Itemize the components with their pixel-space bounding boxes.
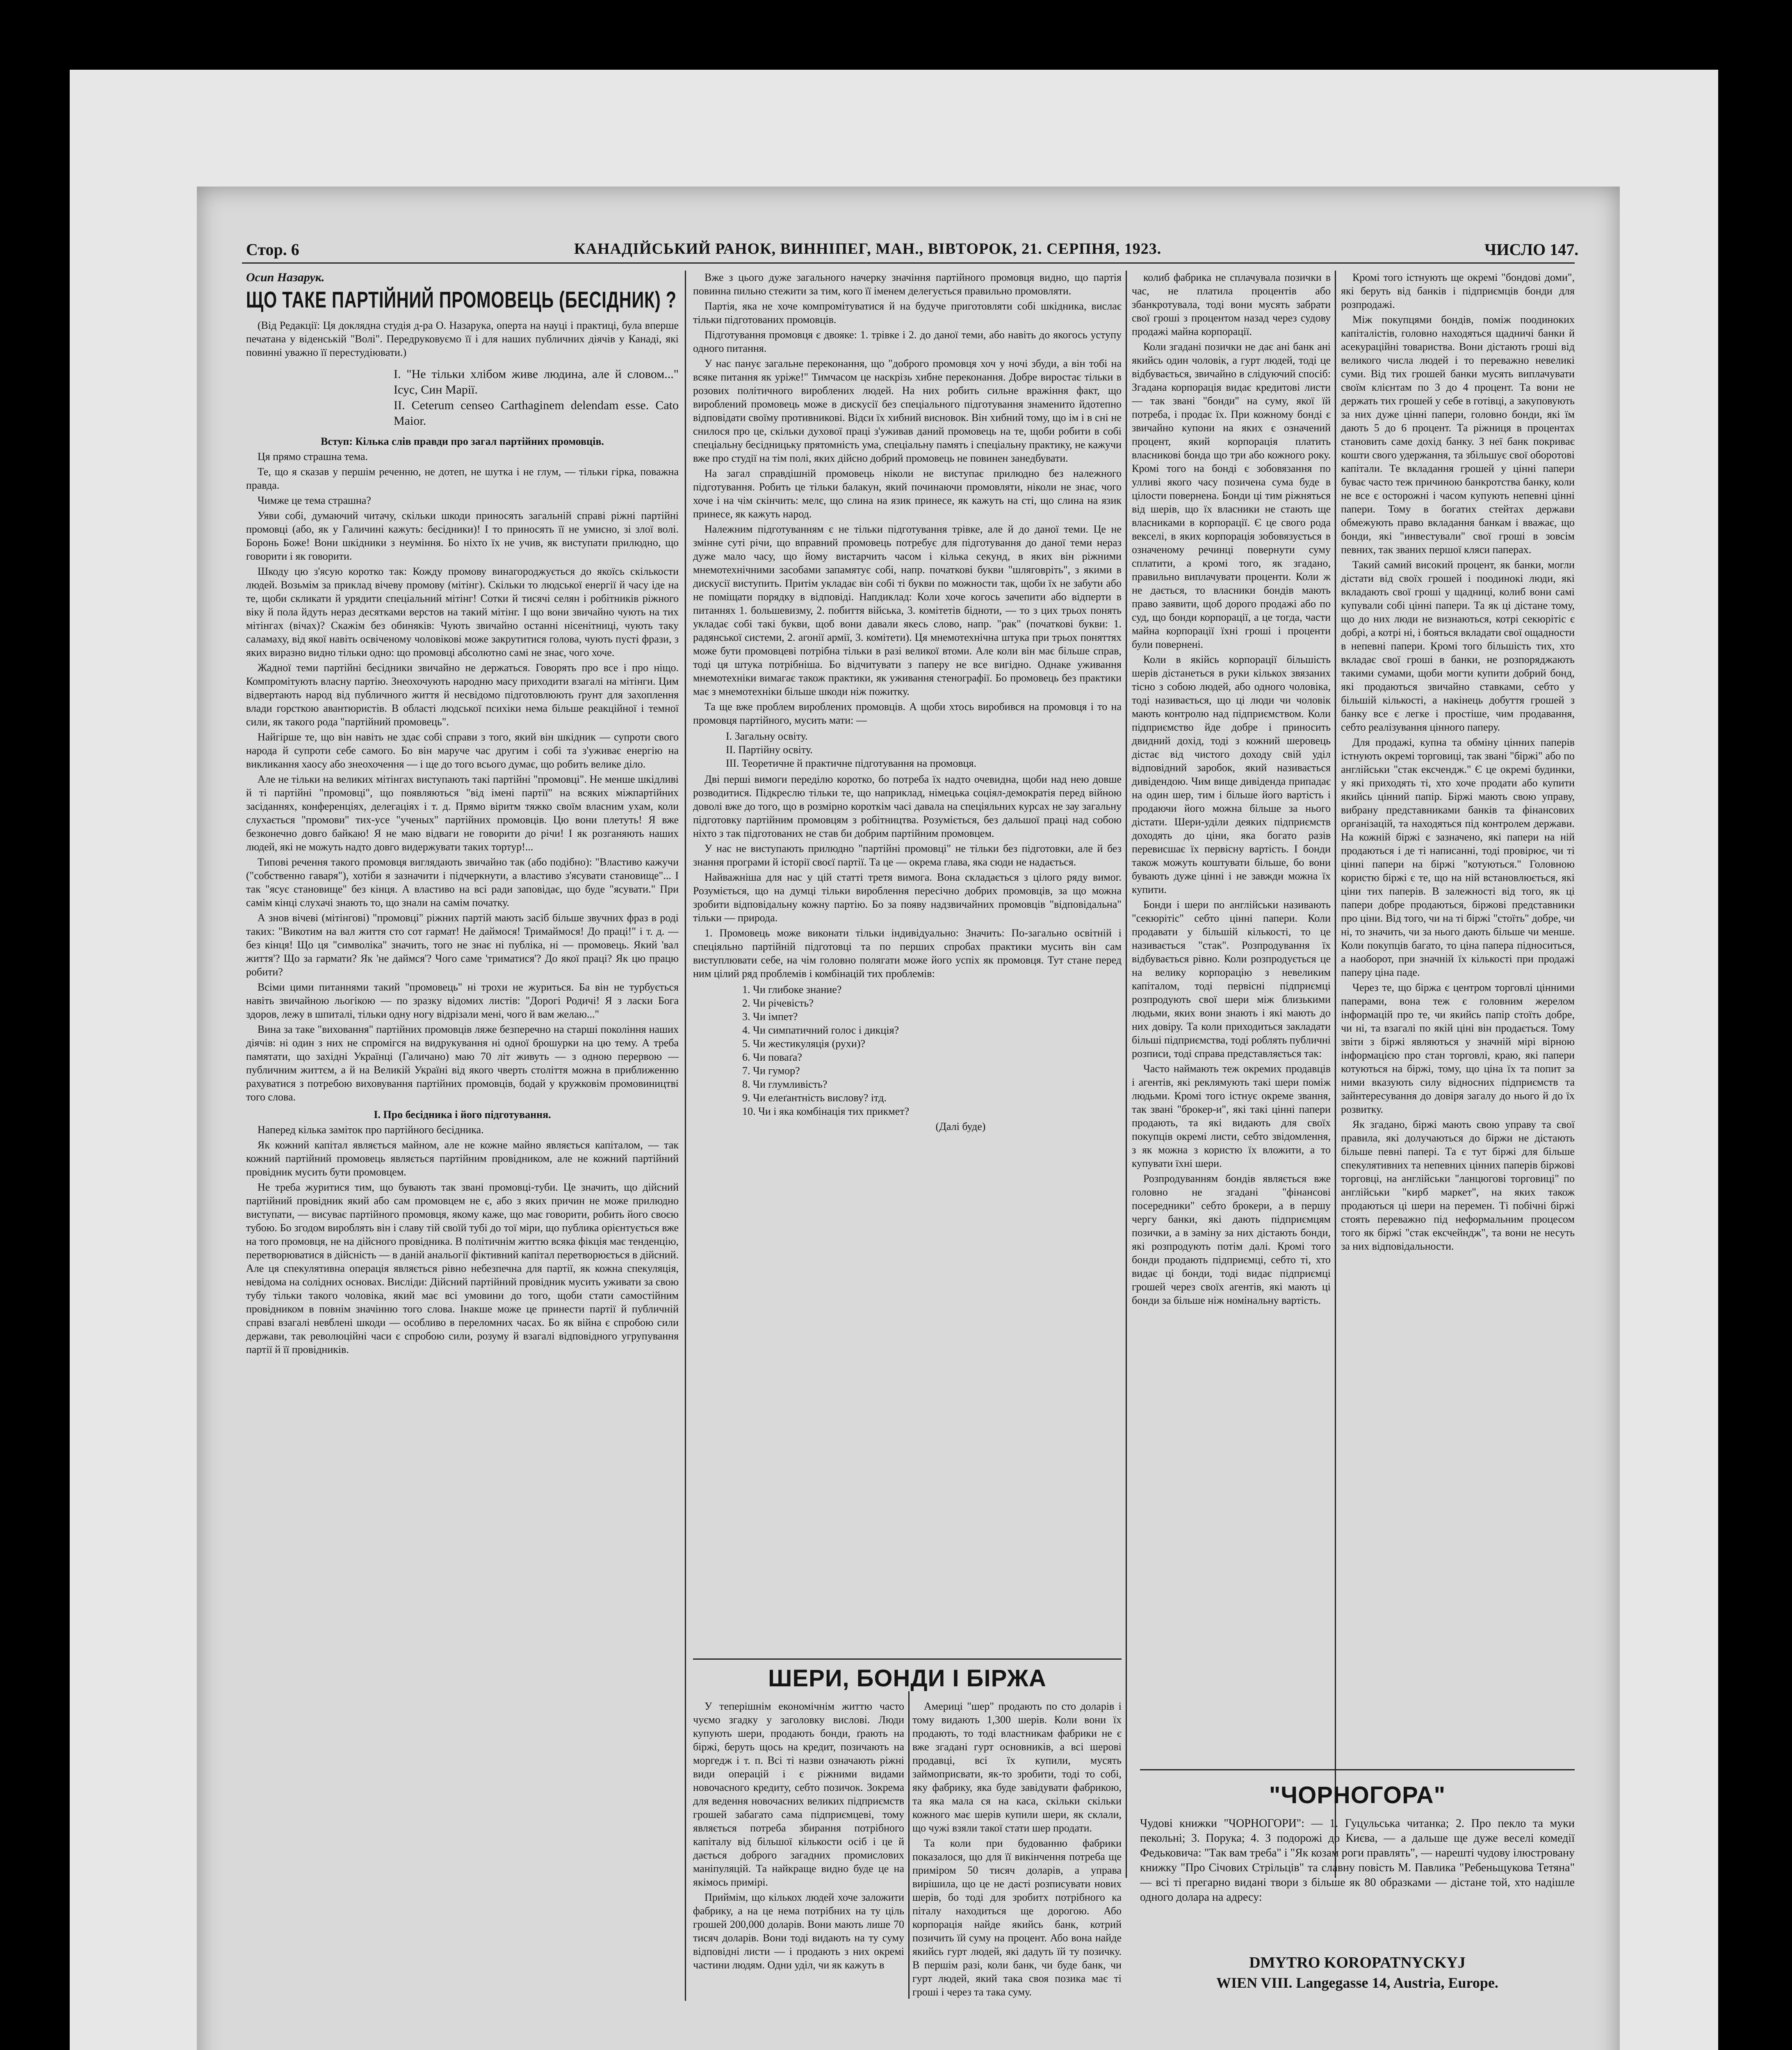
article1-col2-paragraph: Вже з цього дуже загального начерку значіння партійного промовця видно, що партія повинна пильно стежити за тим, кого її іменем делегується правильно промовляти. bbox=[693, 271, 1122, 297]
article2-col2b-paragraph: Америці "шер" продають по сто доларів і тому видають 1,300 шерів. Коли вони їх продають, то тоді властникам фабрики не є вже згадані гурт основників, а всі шерові продавці, всі їх купили, мусять займоприсвати, як-то зробити, тоді то собі, яку фабрику, яка буде завідувати фабрикою, та яка мала ся на каса, скільки скільки кожного має шерів купили шери, як склали, що чужі взяли такої стати шер продати. bbox=[912, 1700, 1122, 1834]
advert-address-name: DMYTRO KOROPATNYCKYJ bbox=[1249, 1954, 1466, 1971]
question-item: 7. Чи гумор? bbox=[742, 1065, 800, 1077]
article2-col4-paragraph: Для продажі, купна та обміну цінних паперів істнують окремі торговиці, так звані "біржі" або по англійськи "стак ексчендж." Є це окремі будинки, у які приходять ті, хто хоче продати або купити якийсь цінний папір. Біржі мають свою управу, вибрану представниками банків та фінансових організацій, та находяться під контролем держави. На кожній біржі є зазначено, які папери на ній продаються і де ті написанні, тоді провірює, чи ті цінні папери на біржі "котуються." Головною користю біржі є те, що на ній встановлюється, які ціни тих паперів. В залежності від того, як ці папери добре продаються, біржові представники про ціни. Від того, чи на ті біржі "стоїть" добре, чи ні, то значить, чи за нього дають більше чи менше. Коли покупців багато, то ціна папера підноситься, а наоборот, при значній їх кількості при продажі паперу ціна паде. bbox=[1341, 736, 1575, 978]
question-item: 8. Чи глумливість? bbox=[742, 1078, 828, 1090]
article2-col3-paragraphs bbox=[1132, 271, 1331, 1307]
article1-col2b-paragraph: 1. Промовець може виконати тільки індивідуально: Значить: По-загально освітній і спеціяльно партійній підготовці та по перших спробах практики мусить він сам виступлювати себе, на чім головно полягати може його успіх як промовця. Тут стане перед ним цілий ряд проблемів і комбінацій тих проблемів: bbox=[693, 927, 1122, 979]
article1-col1b-paragraph: Наперед кілька заміток про партійного бесідника. bbox=[258, 1124, 484, 1136]
article1-col2b-paragraph: Дві перші вимоги переділю коротко, бо потреба їх надто очевидна, щоби над нею довше розводитися. Підкреслю тільки те, що наприклад, німецька соціял-демократія перед війною доволі вже до того, що в розмірно короткім часі давала на спеціяльних курсах не зау загальну підготовку партійним промовцям з робітництва. Розуміється, без дальшої праці над собою ніхто з так підготованих не став би добрим партійним промовцем. bbox=[693, 773, 1122, 839]
epigraph-1: I. "Не тільки хлібом живе людина, але й словом..." Ісус, Син Марії. bbox=[394, 367, 679, 396]
article1-col1-paragraph: Найгірше те, що він навіть не здає собі справи з того, який він шкідник — супроти свого народа й супроти себе самого. Бо він маруче час другим і собі та з'уживає енергію на викликання хаосу або знеохочення — і ще до того всього думає, що робить велике діло. bbox=[246, 731, 679, 770]
article1-col1-paragraph: Уяви собі, думаючий читачу, скільки шкоди приносять загальній справі ріжні партійні промовці (або, як у Галичині кажуть: бесідники)! І то приносять її не умисно, зі злої волі. Боронь Боже! Вони шкідники з неуміння. Бо ніхто їх не учив, як виступати прилюдно, що говорити і як говорити. bbox=[246, 510, 679, 562]
article1-col2-paragraph: Підготування промовця є двояке: 1. трівке і 2. до даної теми, або навіть до якогось уступу одного питання. bbox=[693, 329, 1122, 354]
article2-col2a-paragraphs bbox=[693, 1699, 904, 1972]
article1-col1-paragraph: Шкоду цю з'ясую коротко так: Кожду промову винагороджується до якоїсь скількости людей. Возьмім за приклад вічеву промову (мітінг). Скільки то людської енергії й часу іде на те, щоби скликати й урядити спеціальний мітінг! Сотки й тисячі селян і робітників ріжного віку й пола йдуть нераз десятками верстов на такий мітінг. І що вони звичайно чують на тих мітінгах (вічах)? Скажім без обиняків: Чують звичайно останні нісенітниці, чують таку саламаху, від якої навіть освіченому чоловікові може закрутитися голова, чують пусті фрази, з яких виразно видно тільки одно: що промовці абсолютно самі не знає, чого хоче. bbox=[246, 565, 679, 658]
requirement-item: І. Загальну освіту. bbox=[726, 730, 808, 742]
masthead-rule bbox=[242, 262, 1575, 264]
article1-col1-paragraph: Ця прямо страшна тема. bbox=[258, 451, 368, 462]
editor-note: (Від Редакції: Ця доклядна студія д-ра О. Назарука, оперта на науці і практиці, була вперше печатана у віденській "Волі". Передруковуємо її і для наших публичних діячів у Канаді, які повинні уважно її перестудіювати.) bbox=[246, 319, 679, 358]
article1-col1-paragraphs-b bbox=[246, 1123, 679, 1356]
article1-col2-paragraph: У нас панує загальне переконання, що "доброго промовця хоч у ночі збуди, а він тобі на всяке питання як уріже!" Тимчасом це наскрізь хибне переконання. Добре виростає тільки в розових політичного вироблених людей. На них робить сильне вражіння факт, що вироблений промовець може в дискусії без спеціального підготування знаменито йдотепно відповідати своїму противникові. Відси їх хибний висновок. Він хибний тому, що ім і в сні не снилося про це, скільки духової праці з'уживав даний промовець на те, щоби робити в собі спеціальну бесідницьку прятомність ума, спеціальну память і спеціальну практику, не кажучи вже про студії на тім полі, яких дійсно добрий промовець не повинен занедбувати. bbox=[693, 358, 1122, 464]
section1-title: Вступ: Кілька слів правди про загал партійних промовців. bbox=[321, 435, 604, 447]
advert-title: "ЧОРНОГОРА" bbox=[1269, 1782, 1446, 1809]
article2-col3-paragraph: Часто наймають теж окремих продавців і агентів, які реклямують такі шери поміж людьми. Кромі того істнує окреме звання, так звані "брокер-и", які такі цінні папери продають, та які видають для своїх покупців окремі листи, себто звідомлення, з як можна з користю їх вложити, а то купувати їхні шери. bbox=[1132, 1063, 1331, 1169]
advert-body: Чудові книжки "ЧОРНОГОРИ": — 1. Гуцульська читанка; 2. Про пекло та муки пекольні; 3. Порука; 4. З подорожі до Києва, — а дальше ще дуже веселі комедії Федьковича: "Так вам треба" і "Як козам роги правлять", — нарешті чудову ілюстровану книжку "Про Січових Стрільців" та славну повість М. Павлика "Ребеньщукова Тетяна" — всі ті прегарно видані твори з більше як 80 образками — дістане той, хто надішле одного долара на адресу: bbox=[1140, 1817, 1575, 1904]
continued-note: (Далі буде) bbox=[935, 1121, 986, 1132]
masthead-title: КАНАДІЙСЬКИЙ РАНОК, ВИННІПЕГ, МАН., ВІВТОРОК, 21. СЕРПНЯ, 1923. bbox=[574, 240, 1162, 257]
requirements-list bbox=[726, 729, 1122, 770]
article2-col3-paragraph: Коли згадані позички не дає ані банк ані якийсь один чоловік, а гурт людей, тоді це відбувається, звичайно в слідуючий спосіб: Згадана корпорація видає кредитові листи — так звані "бонди" на суму, якої їй потреба, і продає їх. При кожному бонді є звичайно купони на яких є означений процент, який корпорація платить власникові бонда що три або кожного року. Кромі того на бонді є зобовязання по улливі якого часу позичена сума буде в цілости повернена. Бонди ці тим ріжняться від шерів, що їх власники не стають ще власниками в корпорації. Є це свого рода векселі, в яких корпорація зобовязується в означеному речинці повернути суму сплатити, а кромі того, як згадано, правильно виплачувати проценти. Коли ж не дається, то власники бондів мають право заявити, щоб дорого продажі або по суд, що бонди корпорації, а це тогда, части майна корпорації їхні гроші і проценти були повернені. bbox=[1132, 341, 1331, 650]
requirement-item: II. Партійну освіту. bbox=[726, 744, 813, 756]
article2-col2a-paragraph: У теперішнім економічнім життю часто чуємо згадку у заголовку вислові. Люди купують шери, продають бонди, ґрають на біржі, беруть щось на кредит, позичають на моргедж і т. п. Всі ті назви означають ріжні види операцій і є ріжними видами новочасного кредиту, себто позичок. Зокрема для ведення новочасних великих підприємств грошей забагато сама підприємцеві, тому являється потреба збирання потрібного капіталу від більшої кількости осіб і це й дається доброго загадних промислових маніпуляцій. Та найкраще видно буде це на якімось примірі. bbox=[693, 1700, 904, 1888]
issue-number: ЧИСЛО 147. bbox=[1484, 240, 1579, 259]
page-number: Стор. 6 bbox=[246, 240, 299, 259]
article2-column-2a bbox=[693, 1699, 904, 1999]
newspaper-page bbox=[197, 187, 1620, 2050]
article2-col2b-paragraph: Та коли при будованню фабрики показалося, що для її викінчення потреба ще приміром 50 тисяч доларів, а управа вирішила, що це не дасті розписувати нових шерів, бо тоді для зробитх потрібного ка піталу находиться ще дорогою. Або корпорація найде якийсь банк, котрий позичить їй суму на процент. Або вона найде якийсь гурт людей, які дадуть їй ту позичку. В першім разі, коли банк, чи буде банк, чи гурт людей, який така своя позика має ті гроші і через та така суму. bbox=[912, 1837, 1122, 1998]
article1-col1-paragraph: Але не тільки на великих мітінгах виступають такі партійні "промовці". Не менше шкідливі й ті партійні "промовці", що появляються "від імені партії" на всяких міжпартійних засіданнях, конференціях, делегаціях і т. д. Прямо віритм тяжко своїм власним ухам, коли слухається "промови" тих-усе "ученых" партійних промовців. Цю вони плетуть! Я вже безконечно довго байкаю! Я не маю відваги не говорити до річи! І як розганяють наших людей, які не можуть надто довго видержувати таких тортур!... bbox=[246, 773, 679, 853]
article2-column-2b bbox=[912, 1699, 1122, 1999]
section2-title: І. Про бесідника і його підготування. bbox=[374, 1109, 551, 1121]
article1-col2-paragraph: На загал справдішній промовець ніколи не виступає прилюдно без належного підготування. Робить це тільки балакун, який починаючи промовляти, ніколи не знає, чого хоче і на чім скінчить: мелє, що слина на язик принесе, як кажуть на сті, що слина на язик принесе, як кажуть народ. bbox=[693, 467, 1122, 520]
requirement-item: III. Теоретичне й практичне підготування на промовця. bbox=[726, 757, 977, 769]
article1-col1-paragraph: Те, що я сказав у першім реченню, не дотеп, не шутка і не глум, — тільки гірка, поважна правда. bbox=[246, 466, 679, 491]
article2-col3-paragraph: колиб фабрика не сплачувала позички в час, не платила процентів або збанкротувала, тоді вони мусять забрати свої гроші з процентом назад через судову продажі майна корпорації. bbox=[1132, 271, 1331, 337]
article2-headline: ШЕРИ, БОНДИ І БІРЖА bbox=[768, 1665, 1046, 1692]
article2-col4-paragraph: Через те, що біржа є центром торговлі цінними паперами, вона теж є головним жерелом інформацій про те, чи якийсь папір стоїть добре, чи ні, та взагалі по якій ціні він продається. Тому звіти з біржі являються у значній мірі вірною інформацією про стан торговлі, краю, які папери котуються на біржі, тому, що ціна їх та попит за ними вказують силу відносних підприємств та зайнтересування до довіря загалу до нього й до їх розвитку. bbox=[1341, 982, 1575, 1115]
question-item: 6. Чи поваґа? bbox=[742, 1051, 802, 1063]
article2-col4-paragraph: Як згадано, біржі мають свою управу та свої правила, які долучаються до біржи не дістають більше певні папері. Та є тут біржі для більше спекулятивних та непевних цінних паперів біржові торговці, на англійськи "ланцюгові торговиці" по англійськи "кирб маркет", на яких також продаються ці шери на перемен. Ті побічні біржі стоять переважно під неформальним процесом того як біржі "стак ексчейндж", та вони не несуть за них відповідальности. bbox=[1341, 1118, 1575, 1252]
article2-col3-paragraph: Коли в якійсь корпорації більшість шерів дістанеться в руки кількох звязаних тісно з собою людей, або одного чоловіка, тоді називається, що ці люди чи чоловік мають контролю над підприємством. Коли підприємство йде добре і приносить двидний дохід, тоді з кожний шеровець дістає від чистого доходу свій уділ відповідний заробок, який називається дивідендою. Чим вище дивіденда припадає на один шер, тим і більше його вартість і продаючи його можна більше за нього дістати. Шери-уділи деяких підприємств доходять до ціни, яка богато разів перевисшає їх первісну вартість. І бонди також можуть коштувати більше, бо вони бувають дуже цінні і не завжди можна їх купити. bbox=[1132, 654, 1331, 895]
question-item: 1. Чи глибоке знание? bbox=[742, 984, 842, 995]
article1-author: Осип Назарук. bbox=[246, 271, 325, 284]
article2-col2b-paragraphs bbox=[912, 1699, 1122, 1999]
article2-col3-paragraph: Бонди і шери по англійськи називають "секюрітіс" себто цінні папери. Коли продавати у більшій кількості, то це називається "стак". Розпродування їх відбувається рівно. Коли розпродується це на велику корпорацію з невеликим капіталом, тоді первісні підприємці розпродують свої шери між близькими людьми, яких вони знають і які мають до них довіру. Та коли приходиться закладати більші підприємства, тоді роблять публичні розписи, тоді справа представляється так: bbox=[1132, 899, 1331, 1059]
column-rule-article2 bbox=[908, 1691, 910, 1999]
column-rule-1 bbox=[685, 271, 686, 2001]
article1-col2-paragraphs bbox=[693, 271, 1122, 727]
article1-col2-paragraphs-b bbox=[693, 772, 1122, 980]
epigraph-block bbox=[394, 367, 679, 429]
article1-col1-paragraph: Всіми цими питаннями такий "промовець" ні трохи не журиться. Ба він не турбується навіть звичайною льогікою — по зразку відомих листів: "Дорогі Родичі! Я з ласки Бога здоров, лежу в шпиталі, тільки одну ногу відрізали мені, чого й вам желаю..." bbox=[246, 981, 679, 1020]
article2-col4-paragraph: Такий самий високий процент, як банки, могли дістати від своїх грошей і поодинокі люди, які вкладають свої гроші у щадниці, колиб вони самі купували собі цінні папери. Та як ці дістане тому, що до них люди не визнаються, котрі секюрітіс є добрі, а котрі ні, і бояться вкладати свої ощадности в непевні папери. Кромі того більшість тих, хто вкладає свої гроші в банки, не розпоряджають такими сумами, щоби могти купити добрий бонд, які продаються звичайно ставками, себто у більшій кількості, а накінець добуття грошей з банку все є легке і простіше, чим продавання, себто реалізування цінного паперу. bbox=[1341, 559, 1575, 733]
question-item: 4. Чи симпатичний голос і дикція? bbox=[742, 1024, 899, 1036]
article1-col1-paragraph: А знов вічеві (мітінгові) "промовці" ріжних партій мають засіб більше звучних фраз в роді таких: "Викотим на вал життя сто сот гармат! Не даймося! Тримаймося! До праці!" і т. д. — без кінця! Що ця "символіка" значить, того не знає ні публіка, ні — промовець. Який 'вал життя'? Що за гармати? Як 'не даймся'? Чого саме 'триматися'? До якої праці? Як цю працю робити? bbox=[246, 912, 679, 978]
article1-column-1 bbox=[246, 271, 679, 1999]
article1-col2-paragraph: Партія, яка не хоче компромітуватися й на будуче приготовляти собі шкідника, вислає тільки підготованих промовців. bbox=[693, 300, 1122, 326]
question-item: 5. Чи жестикуляція (рухи)? bbox=[742, 1038, 866, 1050]
article2-col2a-paragraph: Приймім, що кількох людей хоче заложити фабрику, а на це нема потрібних на ту ціль грошей 200,000 доларів. Вони мають лише 70 тисяч доларів. Вони тоді видають на ту суму відповідні листи — і продають з них окремі частини людям. Одни уділ, чи як кажуть в bbox=[693, 1891, 904, 1971]
question-item: 9. Чи елеґантність вислову? ітд. bbox=[742, 1092, 887, 1104]
column-rule-3 bbox=[1335, 271, 1336, 1878]
advert-top-rule bbox=[1140, 1769, 1575, 1770]
questions-list bbox=[742, 983, 1122, 1118]
article1-col1-paragraph: Типові речення такого промовця виглядають звичайно так (або подібно): "Властиво кажучи ("собственно гаваря"), хотіби я зазначити і підчеркнути, а властиво з'ясувати становище"... І так "ясує становище" без кінця. А властиво на всі ради заповідає, що буде "ясувати." При самім кінці слухачі знають то, що знали на самім початку. bbox=[246, 856, 679, 909]
epigraph-2: II. Ceterum censeo Carthaginem delendam esse. Cato Maior. bbox=[394, 399, 679, 428]
article2-column-3 bbox=[1132, 271, 1331, 1878]
article1-col2-paragraph: Та ще вже проблем вироблених промовців. А щоби хтось виробився на промовця і то на промовця партійного, мусить мати: — bbox=[693, 701, 1122, 726]
article2-column-4 bbox=[1341, 271, 1575, 1755]
article1-col1-paragraphs bbox=[246, 450, 679, 1104]
advert-address-line: WIEN VIII. Langegasse 14, Austria, Europe. bbox=[1216, 1975, 1498, 1991]
article1-col1-paragraph: Вина за таке "виховання" партійних промовців ляже безперечно на старші покоління наших діячів: ні один з них не спромігся на видрукування ні одної брошурки на цю тему. А треба памятати, що західні Українці (Галичано) маю 70 літ живуть — з одною перервою — публичним життєм, а й на Великій Україні від якого чверть століття можна в приближенню рахуватися з потребою виховування партійних промовців, бодай у кружковім промовиництві того слова. bbox=[246, 1023, 679, 1103]
article2-col4-paragraphs bbox=[1341, 271, 1575, 1253]
article2-col4-paragraph: Між покупцями бондів, поміж поодиноких капіталістів, головно находяться щадничі банки й асекураційні товариства. Вони дістають гроші від великого числа людей і то переважно невеликі суми. Від тих грошей банки мусять виплачувати своїм клієнтам по 3 до 4 процент. Та вони не держать тих грошей у себе в готівці, а закуповують за них дуже цінні папери, головно бонди, які їм дають 5 до 6 процент. Та ріжниця в процентах становить саме дохід банку. З неї банк покриває кошти свого удержання, та збільшує свої оборотові капітали. Те вкладання грошей у цінні папери буває часто теж причиною банкротства банку, коли не все є осторожні і часом купують непевні цінні папери. Тому в богатих стейтах держави обмежують право вкладання банкам і вважає, що бонди, які "инвестували" свої гроші в зовсім певних, так званих першої кляси паперах. bbox=[1341, 314, 1575, 556]
article2-col3-paragraph: Розпродуванням бондів являється вже головно не згадані "фінансові посередники" себто брокери, а в першу чергу банки, які дають підприємцям позички, а в заміну за них дістають бонди, які розпродують потім далі. Кромі того бонди продають підприємці, себто ті, хто видає ці бонди, тоді видає підприємці грошей через своїх агентів, які мають ці бонди за більше ніж номінальну вартість. bbox=[1132, 1173, 1331, 1306]
article1-col2b-paragraph: У нас не виступають прилюдно "партійні промовці" не тільки без підготовки, але й без знання програми й історії своєї партії. Та це — окрема глава, яка сюди не надається. bbox=[693, 843, 1122, 868]
article1-col2-paragraph: Належним підготуванням є не тільки підготування трівке, але й до даної теми. Це не змінне суті річи, що вправний промовець потребує для підготування до даної теми нераз дуже мало часу, що йому вистарчить часом і кілька секунд, в яких він ріжними мнемотехнічними засобами запамятує собі, напр. початкові букви "шляговріть", з якими в дискусії виступить. Притім укладає він собі ті букви по можности так, щоби їх не забути або не поміщати порядку в відповіді. Напдиклад: Коли хоче когось зачепити або відперти в питаннях 1. большевизму, 2. побиття війська, 3. комітетів бідноти, — то з цих трьох понять укладає собі такі букви, щоб вони давали якесь слово, напр. "рак" (початкові букви: 1. радянської системи, 2. агонії армії, 3. комітети). Ця мнемотехнічна штука при трьох поняттях може бути промовцеві потрібна тільки в разі великої втоми. Але коли він має більше справ, тоді ця штука потрібніша. Бо відчитувати з паперу не все вигідно. Однаке уживання мнемотехніки вимагає також практики, як уживання стенографії. Бо промовець без практики має з мнемотехніки більше шкоди ніж пожитку. bbox=[693, 523, 1122, 697]
article1-col1-paragraph: Чимже це тема страшна? bbox=[258, 494, 371, 506]
article2-col4-paragraph: Кромі того істнують ще окремі "бондові доми", які беруть від банків і підприємців бонди для розпродажі. bbox=[1341, 271, 1575, 310]
question-item: 3. Чи імпет? bbox=[742, 1011, 798, 1023]
article1-col1b-paragraph: Не треба журитися тим, що бувають так звані промовці-туби. Це значить, що дійсний партійний провідник який або сам промовцем не є, або з яких причин не може прилюдно виступати, — висуває партійного промовця, якому каже, що має говорити, робить його своєю тубою. Бо згодом вироблять він і славу тій своїй тубі до тої міри, що публика орієнтується вже на того промовця, не на дійсного провідника. В політичнім життю всяка фікція має тенденцію, перетворюватися в дійсність — в даній анальогії фіктивний капітал перетворюється в дійсний. Але ця спекулятивна операція являється рівно небезпечна для партії, як кожна спекуляція, невідома на солідних основах. Висліди: Дійсний партійний провідник мусить уживати за свою тубу тільки такого чоловіка, який має всі умовини до того, щоби стати самостійним провідником в повнім значінню того слова. Інакше може це принести партії й публичній справі взагалі невблені шкоди — особливо в переломних часах. Бо як війна є спробою сили держави, так революційні часи є спробою сили, розуму й взагалі відповідного угрупування партії й її провідників. bbox=[246, 1181, 679, 1355]
article1-col1b-paragraph: Як кожний капітал являється майном, але не кожне майно являється капіталом, — так кожний партійний промовець являється партійним провідником, але не кожний партійний провідник мусить бути промовцем. bbox=[246, 1139, 679, 1178]
article1-headline: ЩО ТАКЕ ПАРТІЙНИЙ ПРОМОВЕЦЬ (БЕСІДНИК) ? bbox=[246, 287, 677, 312]
question-item: 10. Чи і яка комбінація тих прикмет? bbox=[742, 1105, 910, 1117]
question-item: 2. Чи річевість? bbox=[742, 997, 814, 1009]
column-rule-2 bbox=[1126, 271, 1127, 1878]
article2-top-rule bbox=[693, 1658, 1122, 1660]
article1-col1-paragraph: Жадної теми партійні бесідники звичайно не держаться. Говорять про все і про ніщо. Компромітують власну партію. Знеохочують народню масу приходити взагалі на мітінги. Цим відвертають народ від публичного життя й несвідомо підготовлюють ґрунт для захоплення влади горсткою авантюристів. В області людської психіки нема більше реакційної і темної сили, як такого рода "партійний промовець". bbox=[246, 662, 679, 728]
article1-col2b-paragraph: Найважніша для нас у цій статті третя вимога. Вона складається з цілого ряду вимог. Розуміється, що на думці тільки вироблення пересічно добрих промовців, за що можна зробити відповідальну кожну партію. Бо за появу надзвичайних промовців "відповідальна" тільки — природа. bbox=[693, 871, 1122, 924]
article1-column-2 bbox=[693, 271, 1122, 1677]
